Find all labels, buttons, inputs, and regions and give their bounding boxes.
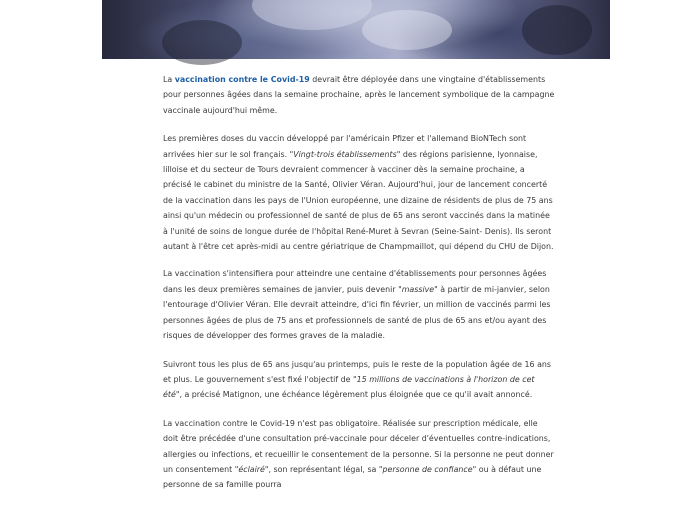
fabric-fold — [362, 10, 452, 50]
paragraph — [163, 131, 555, 254]
vaccination-link[interactable]: vaccination contre le Covid-19 — [174, 75, 310, 84]
text: ", son représentant légal, sa " — [264, 464, 383, 474]
hero-image — [102, 0, 610, 59]
text: La vaccination contre le Covid-19 n'est pas obligatoire. Réalisée sur prescription médicale, elle doit être précédée d'une consultation pré-vaccinale pour déceler d'éventuelles contre-indications, allergies ou infections, et recueillir le consentement de la personne. Si la personne ne peut donner un consentement " — [163, 418, 554, 474]
paragraph — [163, 357, 555, 403]
quote: éclairé — [238, 464, 265, 474]
text: " des régions parisienne, lyonnaise, lilloise et du secteur de Tours devraient commencer à vacciner dès la semaine prochaine, a précisé le cabinet du ministre de la Santé, Olivier Véran. Aujourd'hui, jour de lancement concerté de la vaccination dans les pays de l'Union européenne, une dizaine de résidents de plus de 75 ans ainsi qu'un médecin ou professionnel de santé de plus de 65 ans seront vaccinés dans la matinée à l'unité de soins de longue durée de l'hôpital René-Muret à Sevran (Seine-Saint- Denis). Ils seront autant à l'être cet après-midi au centre gériatrique de Champmaillot, qui dépend du CHU de Dijon. — [163, 149, 554, 252]
quote: personne de confiance — [382, 464, 473, 474]
quote: Vingt-trois établissements — [293, 149, 397, 159]
paragraph — [163, 72, 555, 118]
text: " ou à défaut une personne de sa famille pourra — [163, 464, 542, 490]
text: Suivront tous les plus de 65 ans jusqu'au printemps, puis le reste de la population âgée de 16 ans et plus. Le gouvernement s'est fixé l'objectif de " — [163, 359, 552, 384]
text: ", a précisé Matignon, une échéance légèrement plus éloignée que ce qu'il avait annoncé. — [175, 390, 533, 400]
fabric-fold — [162, 20, 242, 65]
fabric-fold — [252, 0, 372, 30]
text: devrait être déployée dans une vingtaine d'établissements pour personnes âgées dans la semaine prochaine, après le lancement symbolique de la campagne vaccinale aujourd'hui même. — [163, 75, 555, 115]
quote: massive — [401, 284, 435, 294]
quote: 15 millions de vaccinations à l'horizon de cet été — [163, 374, 535, 400]
text: La — [163, 75, 175, 84]
paragraph — [163, 266, 555, 343]
fabric-fold — [522, 5, 592, 55]
text: Les premières doses du vaccin développé par l'américain Pfizer et l'allemand BioNTech sont arrivées hier sur le sol français. " — [163, 134, 527, 159]
paragraph — [163, 416, 555, 493]
text: La vaccination s'intensifiera pour atteindre une centaine d'établissements pour personnes âgées dans les deux premières semaines de janvier, puis devenir " — [163, 269, 547, 294]
text: " à partir de mi-janvier, selon l'entourage d'Olivier Véran. Elle devrait atteindre, d'ici fin février, un million de vaccinés parmi les personnes âgées de plus de 75 ans et professionnels de santé de plus de 65 ans et/ou ayant des risques de développer des formes graves de la maladie. — [163, 284, 551, 341]
